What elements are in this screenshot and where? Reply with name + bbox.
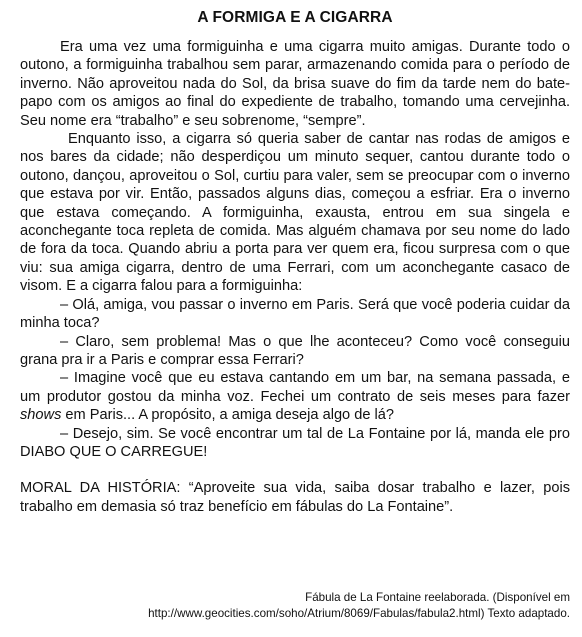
paragraph-1: Era uma vez uma formiguinha e uma cigarra muito amigas. Durante todo o outono, a formiguinha trabalhou sem parar, armazenando comida para o período de inverno. Não aproveitou nada do Sol, da brisa suave do fim da tarde nem do bate-papo com os amigos ao final do expediente de trabalho, tomando uma cervejinha. Seu nome era “trabalho” e seu sobrenome, “sempre”. bbox=[20, 39, 570, 129]
source-line-2: http://www.geocities.com/soho/Atrium/8069/Fabulas/fabula2.html) Texto adaptado. bbox=[148, 607, 570, 620]
source-line-1: Fábula de La Fontaine reelaborada. (Disponível em bbox=[305, 591, 570, 604]
story-body bbox=[20, 38, 570, 516]
document-title: A FORMIGA E A CIGARRA bbox=[197, 9, 393, 26]
dialogue-line-4: – Desejo, sim. Se você encontrar um tal de La Fontaine por lá, manda ele pro DIABO QUE O CARREGUE! bbox=[20, 425, 570, 460]
dialogue-line-1: – Olá, amiga, vou passar o inverno em Paris. Será que você poderia cuidar da minha toca? bbox=[20, 296, 570, 332]
dialogue-line-3 bbox=[20, 369, 570, 424]
dialogue-line-3-italic: shows bbox=[20, 407, 62, 424]
source-citation bbox=[110, 590, 570, 622]
dialogue-line-3-start: – Imagine você que eu estava cantando em um bar, na semana passada, e um produtor gostou da minha voz. Fechei um contrato de seis meses para fazer bbox=[20, 370, 570, 405]
dialogue-line-2: – Claro, sem problema! Mas o que lhe aconteceu? Como você conseguiu grana pra ir a Paris e comprar essa Ferrari? bbox=[20, 333, 570, 368]
story-moral: MORAL DA HISTÓRIA: “Aproveite sua vida, saiba dosar trabalho e lazer, pois trabalho em demasia só traz benefício em fábulas do La Fontaine”. bbox=[20, 480, 570, 515]
dialogue-line-3-end: em Paris... A propósito, a amiga deseja algo de lá? bbox=[61, 407, 394, 424]
paragraph-2: Enquanto isso, a cigarra só queria saber de cantar nas rodas de amigos e nos bares da cidade; não desperdiçou um minuto sequer, cantou durante todo o outono, dançou, aproveitou o Sol, curtiu para valer, sem se preocupar com o inverno que estava por vir. Então, passados alguns dias, começou a esfriar. Era o inverno que estava começando. A formiguinha, exausta, entrou em sua singela e aconchegante toca repleta de comida. Mas alguém chamava por seu nome do lado de fora da toca. Quando abriu a porta para ver quem era, ficou surpresa com o que viu: sua amiga cigarra, dentro de uma Ferrari, com um aconchegante casaco de visom. E a cigarra falou para a formiguinha: bbox=[20, 131, 570, 295]
